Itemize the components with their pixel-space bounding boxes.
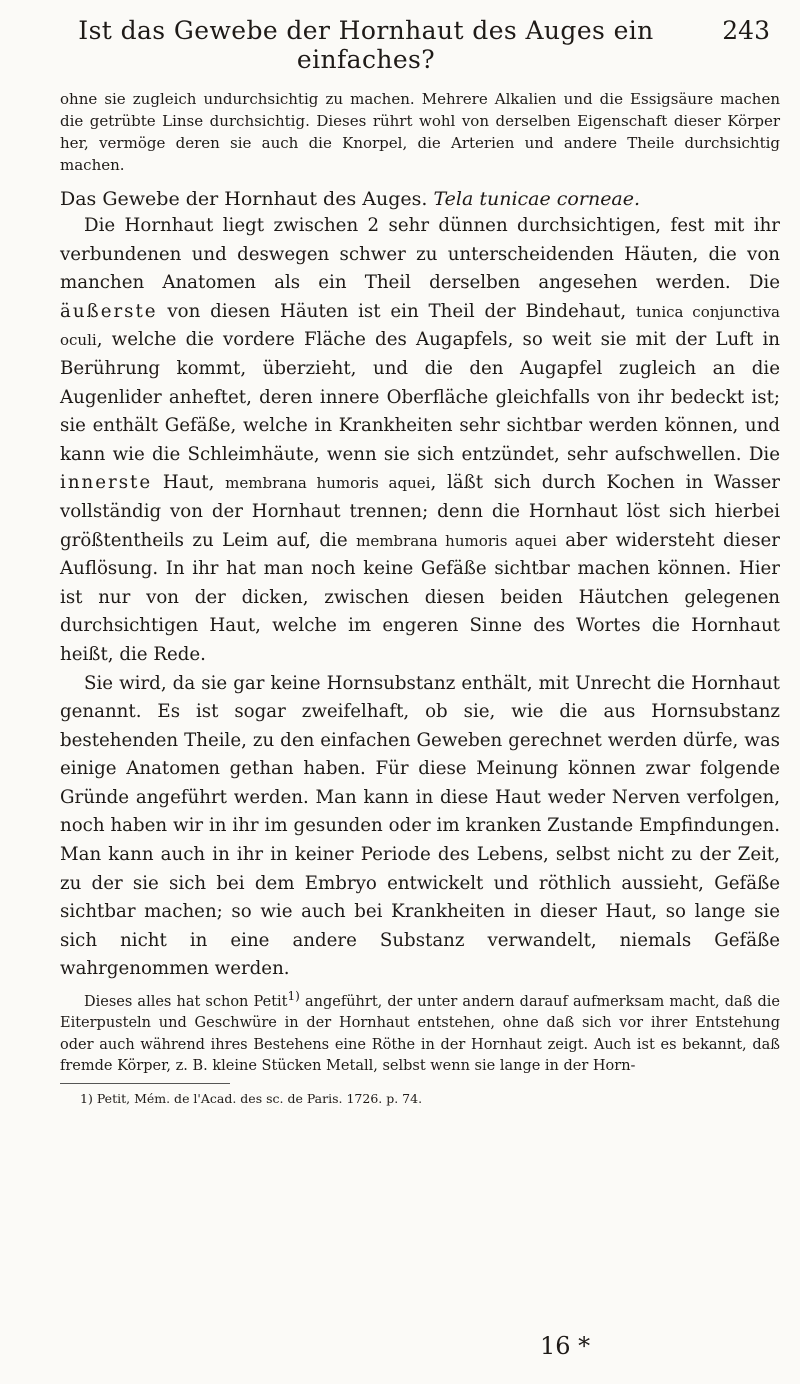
text-run: Haut, xyxy=(152,472,226,494)
text-run: angeführt, der unter andern darauf aufmerksam macht, daß die Eiterpusteln und Geschwüre in der Hornhaut entstehen, ohne daß sich vor ihrer Entstehung oder auch während ihres Bestehens eine Röthe in der Hornhaut zeigt. Auch ist es bekannt, daß fremde Körper, z. B. kleine Stücken Metall, selbst wenn sie lange in der Horn- xyxy=(60,993,780,1075)
footnote xyxy=(60,1090,780,1108)
paragraph-membranes xyxy=(60,212,780,670)
emphasis-outermost: äußerste xyxy=(60,300,158,322)
text-run: Die Hornhaut liegt zwischen 2 sehr dünnen durchsichtigen, fest mit ihr verbundenen und deswegen schwer zu unterscheidenden Häuten, die von manchen Anatomen als ein Theil derselben angesehen werden. Die xyxy=(60,215,780,294)
text-run: , läßt sich durch Kochen in Wasser vollständig von der Hornhaut trennen; denn die Hornhaut löst sich hierbei größtentheils zu Leim auf, die xyxy=(60,472,780,551)
footnote-divider xyxy=(60,1083,230,1084)
latin-term: membrana humoris aquei xyxy=(225,474,431,493)
footnote-text: Petit, Mém. de l'Acad. des sc. de Paris. 1726. p. 74. xyxy=(96,1091,423,1107)
footnote-reference: 1) xyxy=(287,989,300,1004)
section-title-german: Das Gewebe der Hornhaut des Auges. xyxy=(60,188,428,210)
page-content xyxy=(60,88,780,1108)
text-run: , welche die vordere Fläche des Augapfels, so weit sie mit der Luft in Berührung kommt, überzieht, und die den Augapfel zugleich an die Augenlider anheftet, deren innere Oberfläche gleichfalls von ihr bedeckt ist; sie enthält Gefäße, welche in Krankheiten sehr sichtbar werden können, und kann wie die Schleimhäute, wenn sie sich entzündet, sehr aufschwellen. Die xyxy=(60,329,780,465)
text-run: von diesen Häuten ist ein Theil der Bindehaut, xyxy=(157,300,636,322)
printer-signature-mark: 16 * xyxy=(540,1332,591,1360)
paragraph-petit xyxy=(60,986,780,1077)
page-header xyxy=(0,14,800,74)
text-run: aber widersteht dieser Auflösung. In ihr hat man noch keine Gefäße sichtbar machen können. Hier ist nur von der dicken, zwischen diesen beiden Häutchen gelegenen durchsichtigen Haut, welche im engeren Sinne des Wortes die Hornhaut heißt, die Rede. xyxy=(60,529,780,665)
latin-term: tunica conjunctiva oculi xyxy=(60,302,780,350)
running-title: Ist das Gewebe der Hornhaut des Auges ein einfaches? xyxy=(78,16,654,74)
text-run: Dieses alles hat schon Petit xyxy=(84,993,288,1010)
intro-paragraph: ohne sie zugleich undurchsichtig zu machen. Mehrere Alkalien und die Essigsäure machen die getrübte Linse durchsichtig. Dieses rührt wohl von derselben Eigenschaft dieser Körper her, vermöge deren sie auch die Knorpel, die Arterien und andere Theile durchsichtig machen. xyxy=(60,90,780,174)
latin-term: membrana humoris aquei xyxy=(356,531,557,550)
section-title-latin: Tela tunicae corneae. xyxy=(433,188,641,210)
footnote-marker: 1) xyxy=(80,1091,93,1107)
paragraph-hornsubstance: Sie wird, da sie gar keine Hornsubstanz enthält, mit Unrecht die Hornhaut genannt. Es ist sogar zweifelhaft, ob sie, wie die aus Hornsubstanz bestehenden Theile, zu den einfachen Geweben gerechnet werden dürfe, was einige Anatomen gethan haben. Für diese Meinung können zwar folgende Gründe angeführt werden. Man kann in diese Haut weder Nerven verfolgen, noch haben wir in ihr im gesunden oder im kranken Zustande Empfindungen. Man kann auch in ihr in keiner Periode des Lebens, selbst nicht zu der Zeit, zu der sie sich bei dem Embryo entwickelt und röthlich aussieht, Gefäße sichtbar machen; so wie auch bei Krankheiten in dieser Haut, so lange sie sich nicht in eine andere Substanz verwandelt, niemals Gefäße wahrgenommen werden. xyxy=(60,672,780,980)
section-heading xyxy=(60,186,780,212)
page-number: 243 xyxy=(722,16,770,45)
emphasis-innermost: innerste xyxy=(60,472,153,494)
